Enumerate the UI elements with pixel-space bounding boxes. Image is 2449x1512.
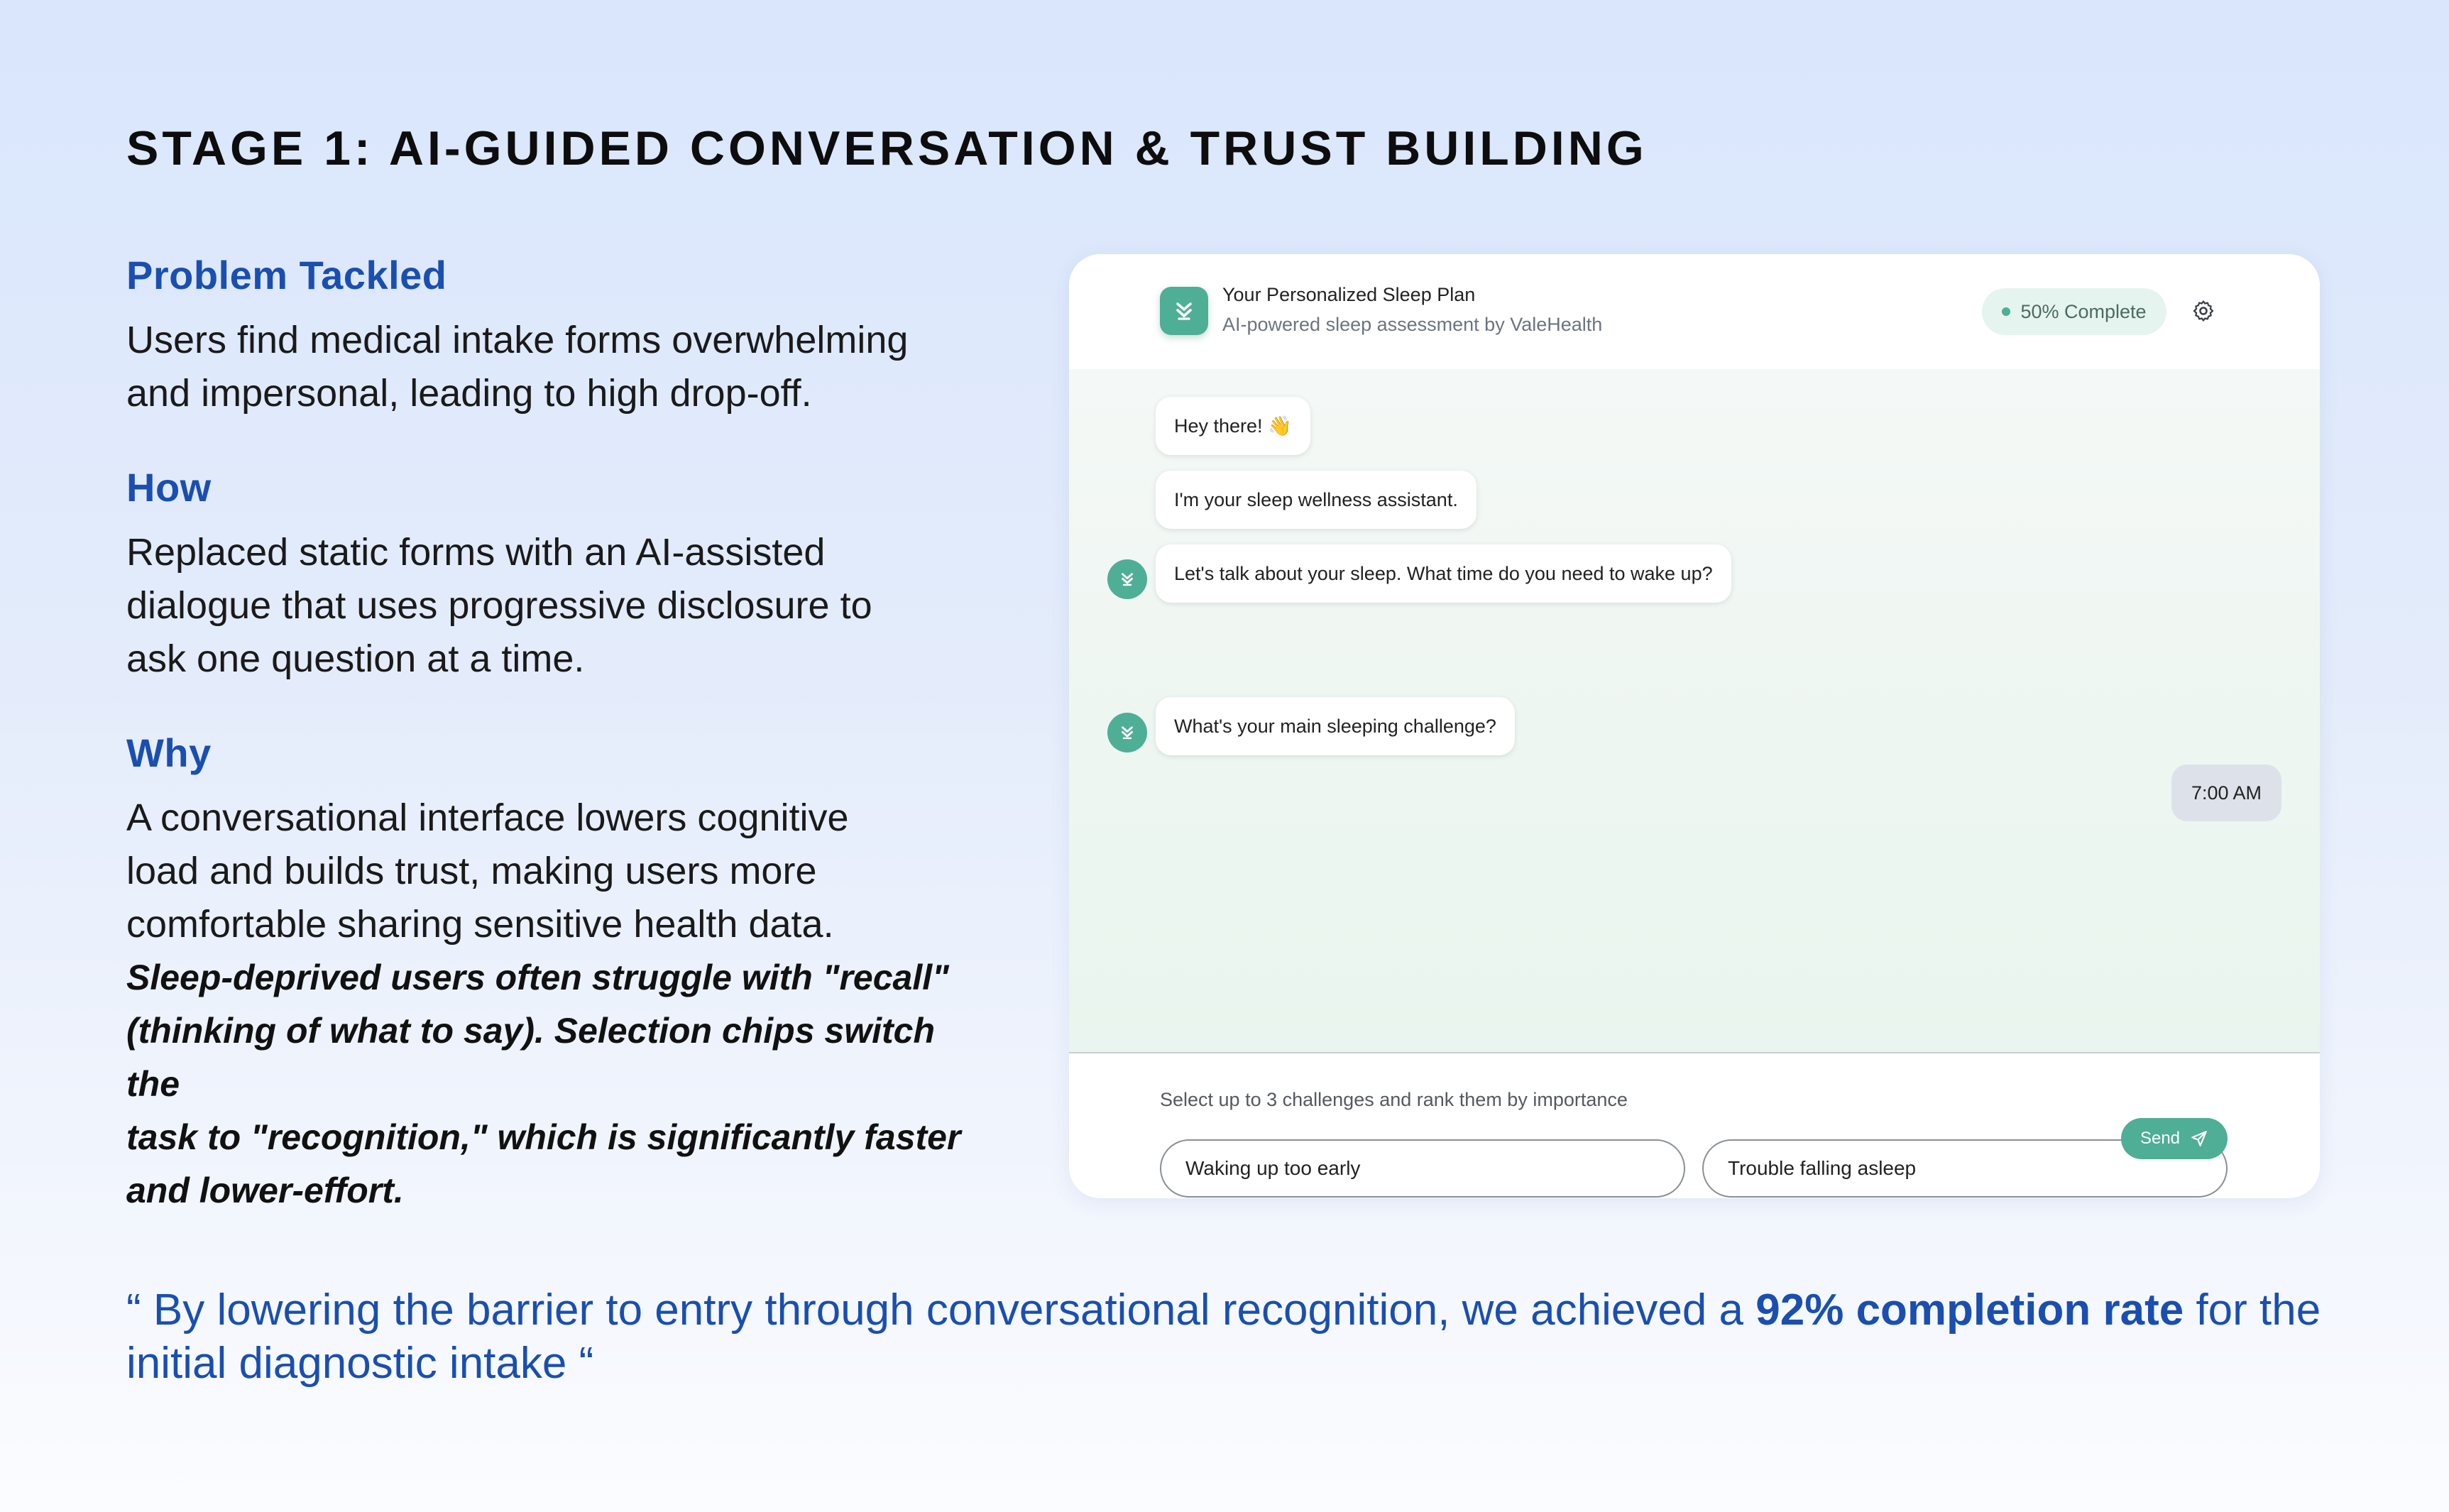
chip-trouble-falling-asleep[interactable]: Trouble falling asleep <box>1702 1139 2228 1198</box>
page-title: STAGE 1: AI-GUIDED CONVERSATION & TRUST BUILDING <box>126 121 1648 175</box>
text-line: Replaced static forms with an AI-assisted <box>126 531 826 574</box>
section-heading-problem: Problem Tackled <box>126 253 447 297</box>
bot-message: Let's talk about your sleep. What time do you need to wake up? <box>1156 544 1731 603</box>
valehealth-logo-icon <box>1160 287 1208 335</box>
quote-text-start: “ By lowering the barrier to entry through conversational recognition, we achieved a <box>126 1286 1756 1335</box>
text-line: A conversational interface lowers cognitive <box>126 796 849 839</box>
sleep-plan-app-card <box>1069 254 2320 1198</box>
chat-area <box>1069 369 2320 1053</box>
bot-message: I'm your sleep wellness assistant. <box>1156 471 1476 529</box>
emphasis-line: Sleep-deprived users often struggle with "recall" <box>126 958 949 997</box>
text-line: load and builds trust, making users more <box>126 850 817 892</box>
section-emphasis-why <box>126 951 964 1217</box>
text-line: dialogue that uses progressive disclosure to <box>126 584 872 627</box>
app-header <box>1069 254 2320 371</box>
send-button-label: Send <box>2140 1129 2181 1148</box>
section-body-why <box>126 791 964 951</box>
progress-badge <box>1982 288 2166 335</box>
bot-message: What's your main sleeping challenge? <box>1156 697 1515 755</box>
section-why <box>126 730 964 1217</box>
quote-text-end: for the initial diagnostic intake “ <box>126 1286 2321 1388</box>
send-icon <box>2190 1129 2208 1148</box>
send-button[interactable] <box>2121 1118 2228 1159</box>
bot-message: Hey there! 👋 <box>1156 397 1310 455</box>
emphasis-line: (thinking of what to say). Selection chips switch the <box>126 1011 936 1104</box>
app-title: Your Personalized Sleep Plan <box>1222 284 1476 305</box>
section-body-problem <box>126 314 964 420</box>
selection-prompt: Select up to 3 challenges and rank them by importance <box>1160 1089 1628 1110</box>
bot-avatar-icon <box>1107 713 1147 752</box>
status-dot-icon <box>2002 307 2010 316</box>
section-problem <box>126 252 964 420</box>
emphasis-line: task to "recognition," which is significantly faster <box>126 1117 961 1157</box>
bot-avatar-icon <box>1107 559 1147 599</box>
text-line: comfortable sharing sensitive health data. <box>126 903 834 946</box>
section-body-how <box>126 526 964 686</box>
app-subtitle: AI-powered sleep assessment by ValeHealth <box>1222 314 1603 335</box>
text-line: Users find medical intake forms overwhelming <box>126 319 909 361</box>
gear-icon[interactable] <box>2191 298 2216 324</box>
text-line: and impersonal, leading to high drop-off. <box>126 372 812 415</box>
user-message: 7:00 AM <box>2171 765 2281 821</box>
emphasis-line: and lower-effort. <box>126 1171 404 1210</box>
left-column <box>126 252 964 1217</box>
text-line: ask one question at a time. <box>126 637 585 680</box>
section-heading-how: How <box>126 465 212 510</box>
impact-quote <box>126 1283 2362 1390</box>
quote-highlight: 92% completion rate <box>1755 1286 2184 1335</box>
chip-waking-up-too-early[interactable]: Waking up too early <box>1160 1139 1685 1198</box>
section-heading-why: Why <box>126 730 212 775</box>
progress-label: 50% Complete <box>2020 300 2147 322</box>
section-how <box>126 464 964 686</box>
